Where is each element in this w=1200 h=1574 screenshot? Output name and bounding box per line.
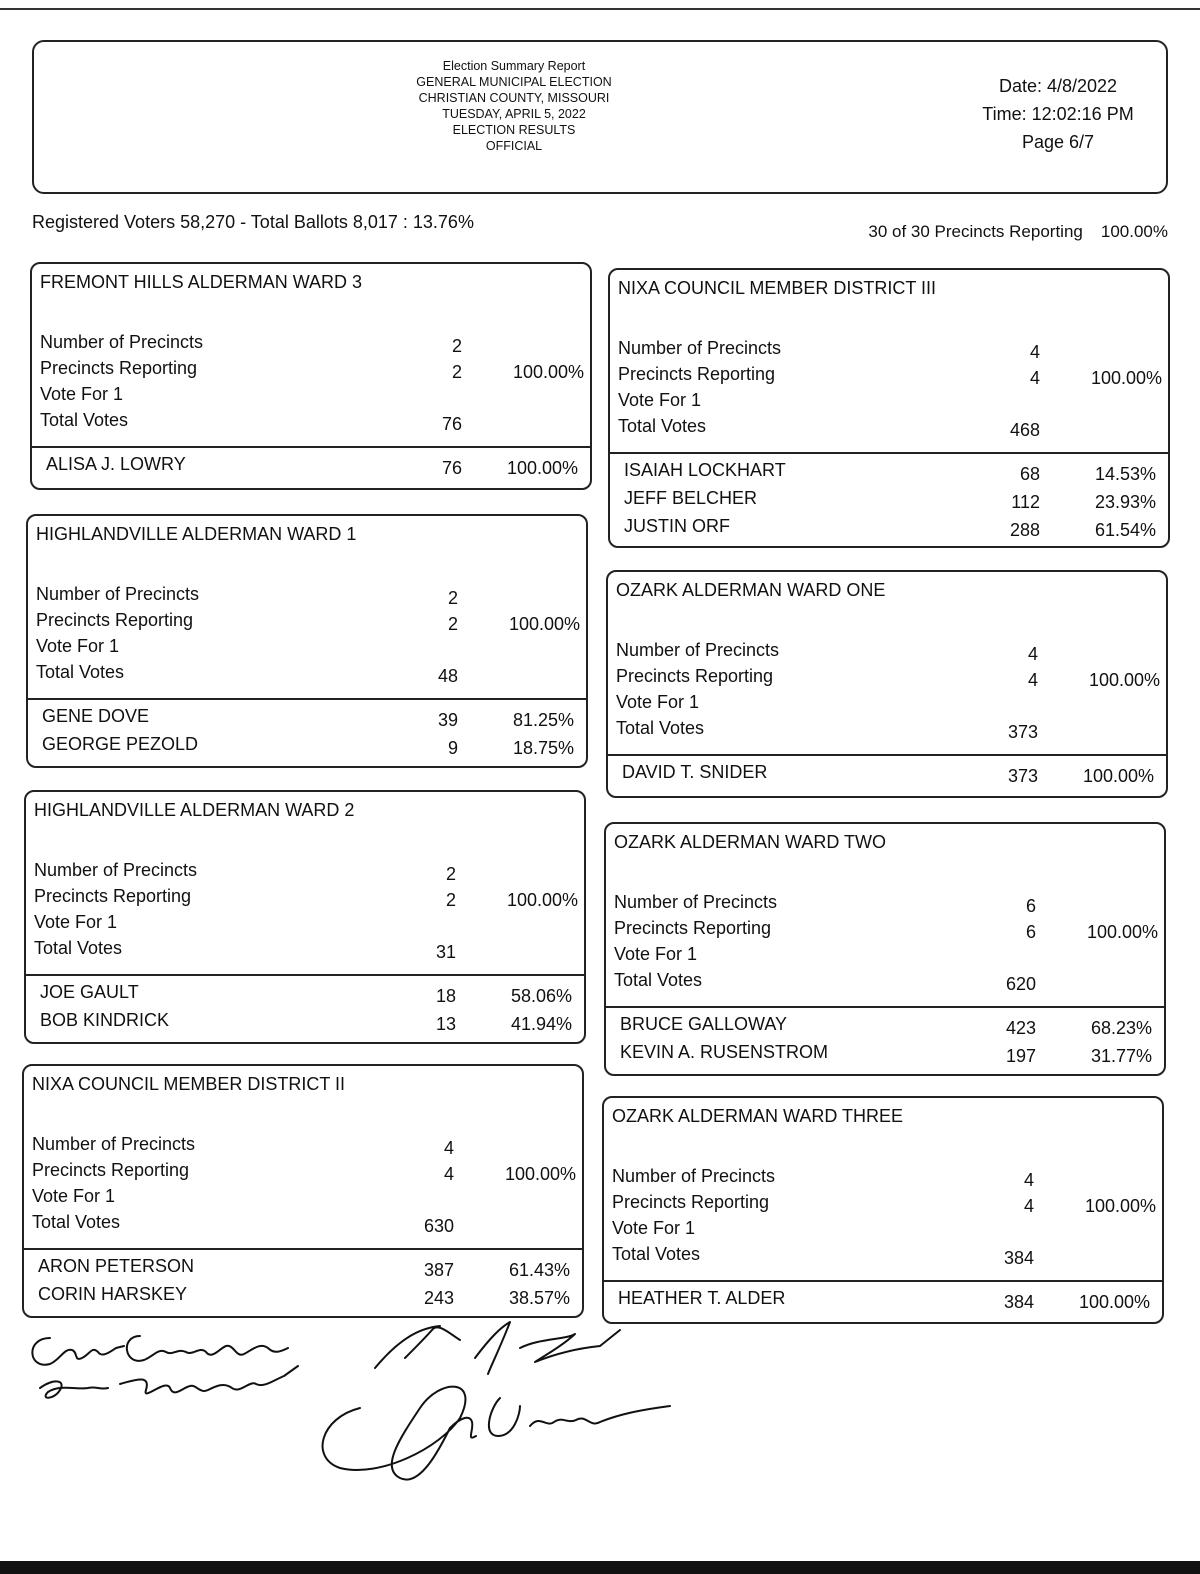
candidate-list xyxy=(46,454,590,482)
number-of-precincts-value: 4 xyxy=(443,1138,454,1158)
precincts-reporting-pct: 100.00% xyxy=(506,890,578,910)
total-votes-value: 468 xyxy=(1009,420,1040,440)
contest-box xyxy=(30,262,592,490)
number-of-precincts-value: 4 xyxy=(1023,1170,1034,1190)
candidate-votes: 76 xyxy=(441,458,462,478)
candidate-pct: 23.93% xyxy=(1094,492,1156,512)
candidate-name: CORIN HARSKEY xyxy=(38,1284,188,1304)
vote-for-row xyxy=(612,1218,1162,1244)
candidate-row xyxy=(42,706,586,734)
precincts-reporting-pct: 100.00% xyxy=(512,362,584,382)
candidate-votes: 384 xyxy=(1003,1292,1034,1312)
candidate-row xyxy=(42,734,586,762)
total-votes-row xyxy=(34,938,584,964)
precincts-reporting-row xyxy=(618,364,1168,390)
contest-divider xyxy=(610,452,1168,454)
candidate-votes: 197 xyxy=(1005,1046,1036,1066)
number-of-precincts-value: 4 xyxy=(1029,342,1040,362)
candidate-votes: 9 xyxy=(447,738,458,758)
candidate-name: HEATHER T. ALDER xyxy=(618,1288,786,1308)
candidate-votes: 18 xyxy=(435,986,456,1006)
number-of-precincts-value: 2 xyxy=(451,336,462,356)
contest-stats xyxy=(40,332,590,436)
number-of-precincts-label: Number of Precincts xyxy=(32,1134,196,1154)
vote-for-row xyxy=(40,384,590,410)
candidate-pct: 61.54% xyxy=(1094,520,1156,540)
contest-stats xyxy=(614,892,1164,996)
candidate-name: ISAIAH LOCKHART xyxy=(624,460,786,480)
number-of-precincts-label: Number of Precincts xyxy=(612,1166,776,1186)
contest-divider xyxy=(604,1280,1162,1282)
contest-box xyxy=(22,1064,584,1318)
total-votes-value: 31 xyxy=(435,942,456,962)
precincts-reporting-row xyxy=(612,1192,1162,1218)
candidate-list xyxy=(40,982,584,1038)
report-header xyxy=(32,40,1168,194)
contest-box xyxy=(608,268,1170,548)
candidate-pct: 18.75% xyxy=(512,738,574,758)
total-votes-row xyxy=(612,1244,1162,1270)
candidate-pct: 14.53% xyxy=(1094,464,1156,484)
total-votes-row xyxy=(616,718,1166,744)
candidate-name: JEFF BELCHER xyxy=(624,488,758,508)
contest-box xyxy=(604,822,1166,1076)
precincts-reporting-row xyxy=(32,1160,582,1186)
report-title-line: GENERAL MUNICIPAL ELECTION xyxy=(416,75,612,89)
contest-title: NIXA COUNCIL MEMBER DISTRICT III xyxy=(618,278,937,298)
number-of-precincts-label: Number of Precincts xyxy=(36,584,200,604)
precincts-reporting-value: 6 xyxy=(1025,922,1036,942)
number-of-precincts-row xyxy=(618,338,1168,364)
precincts-reporting-pct: 100.00% xyxy=(504,1164,576,1184)
candidate-votes: 39 xyxy=(437,710,458,730)
contest-divider xyxy=(606,1006,1164,1008)
total-votes-value: 620 xyxy=(1005,974,1036,994)
candidate-votes: 68 xyxy=(1019,464,1040,484)
vote-for-row xyxy=(36,636,586,662)
vote-for-row xyxy=(34,912,584,938)
candidate-pct: 100.00% xyxy=(506,458,578,478)
precincts-reporting-value: 2 xyxy=(447,614,458,634)
total-votes-label: Total Votes xyxy=(34,938,123,958)
number-of-precincts-row xyxy=(612,1166,1162,1192)
report-time: Time: 12:02:16 PM xyxy=(982,104,1134,124)
precincts-reporting-pct: 100.00% xyxy=(1100,222,1168,241)
precincts-reporting-pct: 100.00% xyxy=(1084,1196,1156,1216)
candidate-name: JUSTIN ORF xyxy=(624,516,730,536)
top-rule xyxy=(0,8,1200,10)
candidate-list xyxy=(618,1288,1162,1316)
candidate-votes: 13 xyxy=(435,1014,456,1034)
candidate-row xyxy=(624,516,1168,544)
total-votes-label: Total Votes xyxy=(616,718,705,738)
precincts-reporting-label: Precincts Reporting xyxy=(614,918,772,938)
total-votes-row xyxy=(40,410,590,436)
signature-2 xyxy=(40,1366,298,1398)
report-title-line: OFFICIAL xyxy=(485,139,543,153)
vote-for-row xyxy=(618,390,1168,416)
contest-stats xyxy=(612,1166,1162,1270)
report-title-line: ELECTION RESULTS xyxy=(452,123,576,137)
vote-for-row xyxy=(616,692,1166,718)
precincts-reporting-value: 4 xyxy=(1029,368,1040,388)
report-title-line: Election Summary Report xyxy=(442,59,586,73)
precincts-reporting-text: 30 of 30 Precincts Reporting xyxy=(868,222,1083,241)
candidate-pct: 100.00% xyxy=(1078,1292,1150,1312)
contest-stats xyxy=(618,338,1168,442)
precincts-reporting-label: Precincts Reporting xyxy=(36,610,194,630)
contest-title: HIGHLANDVILLE ALDERMAN WARD 1 xyxy=(36,524,357,544)
contest-divider xyxy=(28,698,586,700)
vote-for-label: Vote For 1 xyxy=(34,912,118,932)
candidate-row xyxy=(624,460,1168,488)
precincts-reporting-pct: 100.00% xyxy=(1088,670,1160,690)
vote-for-label: Vote For 1 xyxy=(36,636,120,656)
candidate-votes: 423 xyxy=(1005,1018,1036,1038)
candidate-row xyxy=(38,1256,582,1284)
candidate-name: GENE DOVE xyxy=(42,706,150,726)
candidate-pct: 38.57% xyxy=(508,1288,570,1308)
precincts-reporting-label: Precincts Reporting xyxy=(32,1160,190,1180)
candidate-votes: 243 xyxy=(423,1288,454,1308)
candidate-row xyxy=(620,1014,1164,1042)
total-votes-value: 373 xyxy=(1007,722,1038,742)
candidate-pct: 61.43% xyxy=(508,1260,570,1280)
report-date: Date: 4/8/2022 xyxy=(998,76,1118,96)
total-votes-value: 384 xyxy=(1003,1248,1034,1268)
number-of-precincts-label: Number of Precincts xyxy=(40,332,204,352)
vote-for-row xyxy=(32,1186,582,1212)
candidate-list xyxy=(620,1014,1164,1070)
contest-box xyxy=(602,1096,1164,1324)
total-votes-row xyxy=(618,416,1168,442)
number-of-precincts-label: Number of Precincts xyxy=(618,338,782,358)
candidate-row xyxy=(620,1042,1164,1070)
precincts-reporting-value: 2 xyxy=(445,890,456,910)
page-number: Page 6/7 xyxy=(1021,132,1095,152)
candidate-name: DAVID T. SNIDER xyxy=(622,762,768,782)
candidate-list xyxy=(42,706,586,762)
number-of-precincts-value: 2 xyxy=(445,864,456,884)
number-of-precincts-value: 4 xyxy=(1027,644,1038,664)
candidate-row xyxy=(46,454,590,482)
total-votes-label: Total Votes xyxy=(614,970,703,990)
candidate-name: ALISA J. LOWRY xyxy=(46,454,186,474)
contest-title: FREMONT HILLS ALDERMAN WARD 3 xyxy=(40,272,363,292)
total-votes-label: Total Votes xyxy=(612,1244,701,1264)
candidate-votes: 373 xyxy=(1007,766,1038,786)
registered-voters-summary: Registered Voters 58,270 - Total Ballots 8,017 : 13.76% xyxy=(32,212,474,232)
report-meta xyxy=(958,72,1158,156)
candidate-name: GEORGE PEZOLD xyxy=(42,734,199,754)
candidate-row xyxy=(40,982,584,1010)
contest-stats xyxy=(616,640,1166,744)
precincts-reporting-label: Precincts Reporting xyxy=(34,886,192,906)
contest-box xyxy=(606,570,1168,798)
candidate-name: BRUCE GALLOWAY xyxy=(620,1014,788,1034)
candidate-name: JOE GAULT xyxy=(40,982,139,1002)
total-votes-row xyxy=(32,1212,582,1238)
total-votes-value: 76 xyxy=(441,414,462,434)
contest-box xyxy=(26,514,588,768)
number-of-precincts-label: Number of Precincts xyxy=(614,892,778,912)
candidate-pct: 100.00% xyxy=(1082,766,1154,786)
vote-for-label: Vote For 1 xyxy=(616,692,700,712)
candidate-row xyxy=(38,1284,582,1312)
candidate-votes: 387 xyxy=(423,1260,454,1280)
contest-title: HIGHLANDVILLE ALDERMAN WARD 2 xyxy=(34,800,355,820)
report-title-line: CHRISTIAN COUNTY, MISSOURI xyxy=(418,91,610,105)
precincts-reporting-row xyxy=(40,358,590,384)
candidate-pct: 41.94% xyxy=(510,1014,572,1034)
precincts-reporting-row xyxy=(616,666,1166,692)
report-title-line: TUESDAY, APRIL 5, 2022 xyxy=(442,107,586,121)
precincts-reporting-value: 4 xyxy=(1023,1196,1034,1216)
precincts-reporting-row xyxy=(614,918,1164,944)
report-title-block xyxy=(334,58,694,154)
candidate-votes: 112 xyxy=(1011,492,1040,512)
contest-divider xyxy=(26,974,584,976)
contest-divider xyxy=(608,754,1166,756)
precincts-reporting-summary xyxy=(868,222,1168,242)
candidate-row xyxy=(624,488,1168,516)
contest-stats xyxy=(32,1134,582,1238)
number-of-precincts-label: Number of Precincts xyxy=(34,860,198,880)
precincts-reporting-value: 2 xyxy=(451,362,462,382)
candidate-list xyxy=(38,1256,582,1312)
candidate-row xyxy=(618,1288,1162,1316)
signature-3 xyxy=(375,1322,620,1374)
total-votes-value: 48 xyxy=(437,666,458,686)
precincts-reporting-pct: 100.00% xyxy=(508,614,580,634)
signatures xyxy=(20,1318,720,1498)
contest-title: NIXA COUNCIL MEMBER DISTRICT II xyxy=(32,1074,346,1094)
precincts-reporting-label: Precincts Reporting xyxy=(616,666,774,686)
contest-title: OZARK ALDERMAN WARD THREE xyxy=(612,1106,904,1126)
number-of-precincts-row xyxy=(40,332,590,358)
precincts-reporting-row xyxy=(36,610,586,636)
candidate-name: BOB KINDRICK xyxy=(40,1010,170,1030)
total-votes-row xyxy=(614,970,1164,996)
contest-stats xyxy=(36,584,586,688)
total-votes-label: Total Votes xyxy=(32,1212,121,1232)
number-of-precincts-value: 6 xyxy=(1025,896,1036,916)
contest-divider xyxy=(32,446,590,448)
vote-for-label: Vote For 1 xyxy=(32,1186,116,1206)
contest-title: OZARK ALDERMAN WARD ONE xyxy=(616,580,886,600)
precincts-reporting-pct: 100.00% xyxy=(1090,368,1162,388)
candidate-votes: 288 xyxy=(1009,520,1040,540)
precincts-reporting-value: 4 xyxy=(1027,670,1038,690)
total-votes-label: Total Votes xyxy=(40,410,129,430)
total-votes-label: Total Votes xyxy=(36,662,125,682)
candidate-pct: 68.23% xyxy=(1090,1018,1152,1038)
number-of-precincts-row xyxy=(616,640,1166,666)
vote-for-label: Vote For 1 xyxy=(612,1218,696,1238)
candidate-row xyxy=(40,1010,584,1038)
total-votes-row xyxy=(36,662,586,688)
bottom-rule xyxy=(0,1561,1200,1574)
candidate-list xyxy=(624,460,1168,544)
candidate-row xyxy=(622,762,1166,790)
precincts-reporting-row xyxy=(34,886,584,912)
number-of-precincts-row xyxy=(614,892,1164,918)
candidate-pct: 31.77% xyxy=(1090,1046,1152,1066)
candidate-list xyxy=(622,762,1166,790)
number-of-precincts-row xyxy=(34,860,584,886)
vote-for-label: Vote For 1 xyxy=(618,390,702,410)
contest-title: OZARK ALDERMAN WARD TWO xyxy=(614,832,887,852)
number-of-precincts-row xyxy=(36,584,586,610)
candidate-name: KEVIN A. RUSENSTROM xyxy=(620,1042,829,1062)
precincts-reporting-label: Precincts Reporting xyxy=(618,364,776,384)
candidate-name: ARON PETERSON xyxy=(38,1256,195,1276)
signature-4 xyxy=(323,1387,670,1480)
candidate-pct: 81.25% xyxy=(512,710,574,730)
precincts-reporting-value: 4 xyxy=(443,1164,454,1184)
precincts-reporting-pct: 100.00% xyxy=(1086,922,1158,942)
total-votes-label: Total Votes xyxy=(618,416,707,436)
signature-1 xyxy=(32,1336,288,1365)
precincts-reporting-label: Precincts Reporting xyxy=(612,1192,770,1212)
precincts-reporting-label: Precincts Reporting xyxy=(40,358,198,378)
number-of-precincts-row xyxy=(32,1134,582,1160)
contest-divider xyxy=(24,1248,582,1250)
contest-box xyxy=(24,790,586,1044)
vote-for-row xyxy=(614,944,1164,970)
vote-for-label: Vote For 1 xyxy=(614,944,698,964)
number-of-precincts-label: Number of Precincts xyxy=(616,640,780,660)
vote-for-label: Vote For 1 xyxy=(40,384,124,404)
number-of-precincts-value: 2 xyxy=(447,588,458,608)
candidate-pct: 58.06% xyxy=(510,986,572,1006)
contest-stats xyxy=(34,860,584,964)
total-votes-value: 630 xyxy=(423,1216,454,1236)
